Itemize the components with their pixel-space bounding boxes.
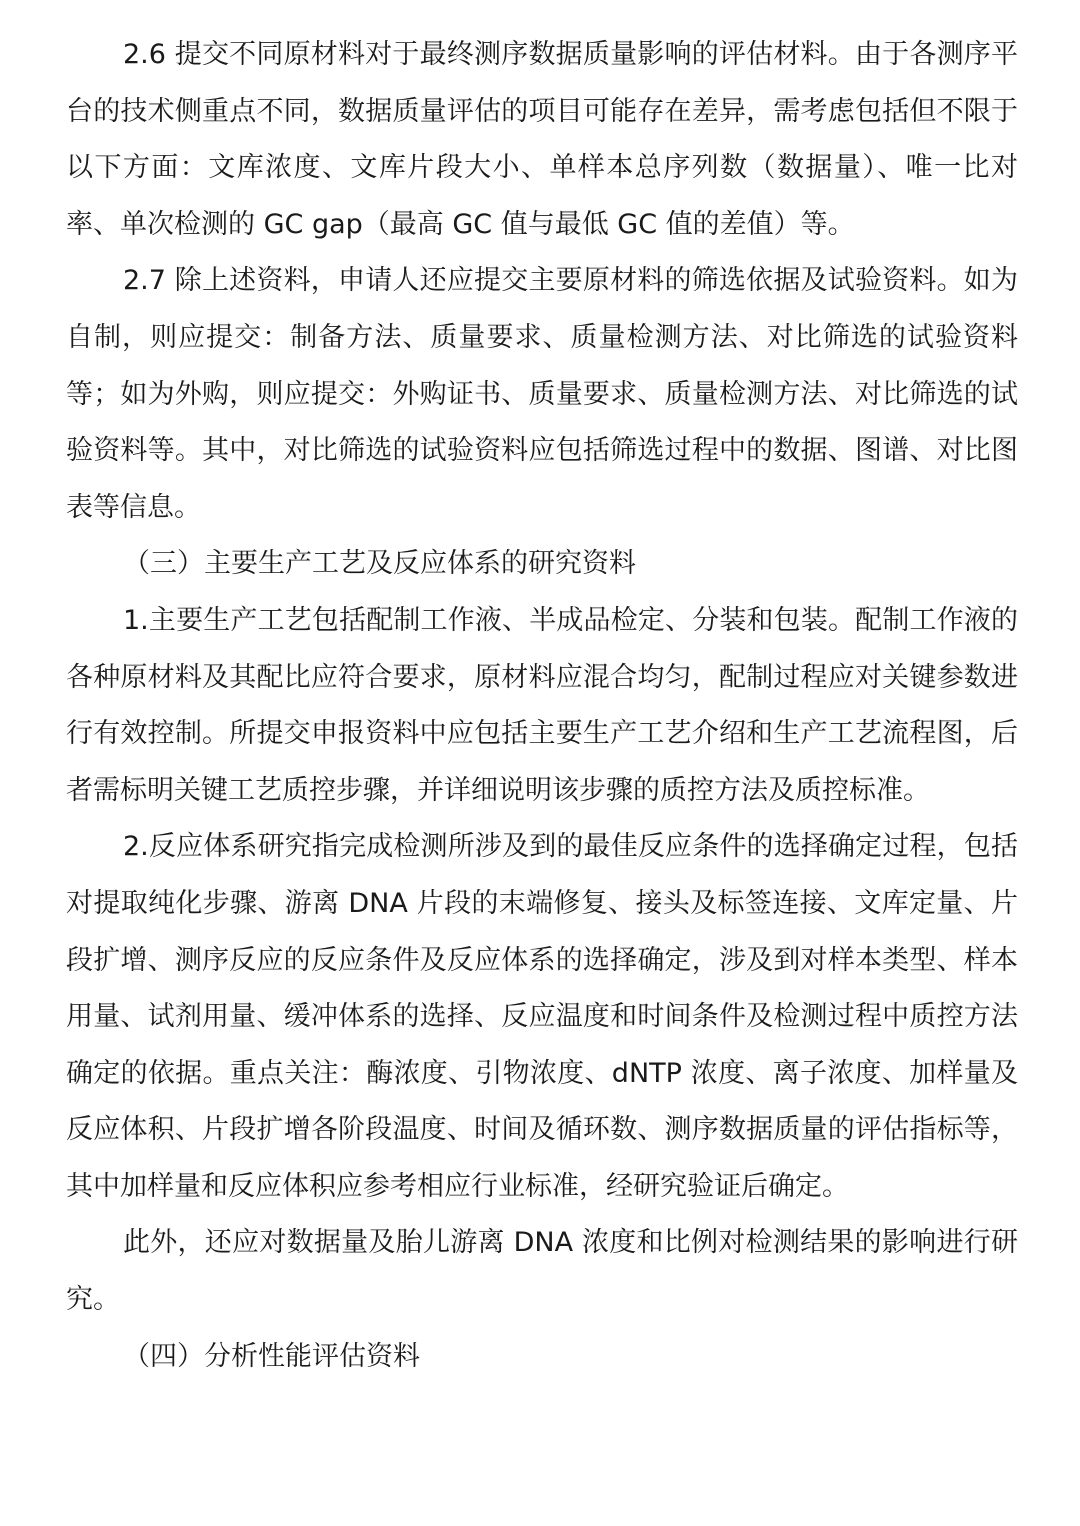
section-heading-4: （四）分析性能评估资料 (123, 1340, 420, 1372)
paragraph-production-process: 1.主要生产工艺包括配制工作液、半成品检定、分装和包装。配制工作液的各种原材料及其配比应符合要求，原材料应混合均匀，配制过程应对关键参数进行有效控制。所提交申报资料中应包括主要生产工艺介绍和生产工艺流程图，后者需标明关键工艺质控步骤，并详细说明该步骤的质控方法及质控标准。 (66, 604, 1018, 806)
paragraph-2-7: 2.7 除上述资料，申请人还应提交主要原材料的筛选依据及试验资料。如为自制，则应提交：制备方法、质量要求、质量检测方法、对比筛选的试验资料等；如为外购，则应提交：外购证书、质量要求、质量检测方法、对比筛选的试验资料等。其中，对比筛选的试验资料应包括筛选过程中的数据、图谱、对比图表等信息。 (66, 265, 1018, 523)
paragraph-2-6: 2.6 提交不同原材料对于最终测序数据质量影响的评估材料。由于各测序平台的技术侧重点不同，数据质量评估的项目可能存在差异，需考虑包括但不限于以下方面：文库浓度、文库片段大小、单样本总序列数（数据量）、唯一比对率、单次检测的 GC gap（最高 GC 值与最低 GC 值的差值）等。 (66, 39, 1018, 240)
paragraph-additional-study: 此外，还应对数据量及胎儿游离 DNA 浓度和比例对检测结果的影响进行研究。 (66, 1227, 1018, 1316)
paragraph-reaction-system: 2.反应体系研究指完成检测所涉及到的最佳反应条件的选择确定过程，包括对提取纯化步骤、游离 DNA 片段的末端修复、接头及标签连接、文库定量、片段扩增、测序反应的反应条件及反应体系的选择确定，涉及到对样本类型、样本用量、试剂用量、缓冲体系的选择、反应温度和时间条件及检测过程中质控方法确定的依据。重点关注：酶浓度、引物浓度、dNTP 浓度、离子浓度、加样量及反应体积、片段扩增各阶段温度、时间及循环数、测序数据质量的评估指标等，其中加样量和反应体积应参考相应行业标准，经研究验证后确定。 (66, 831, 1018, 1202)
section-heading-3: （三）主要生产工艺及反应体系的研究资料 (123, 548, 636, 580)
document-page (66, 27, 1018, 1385)
